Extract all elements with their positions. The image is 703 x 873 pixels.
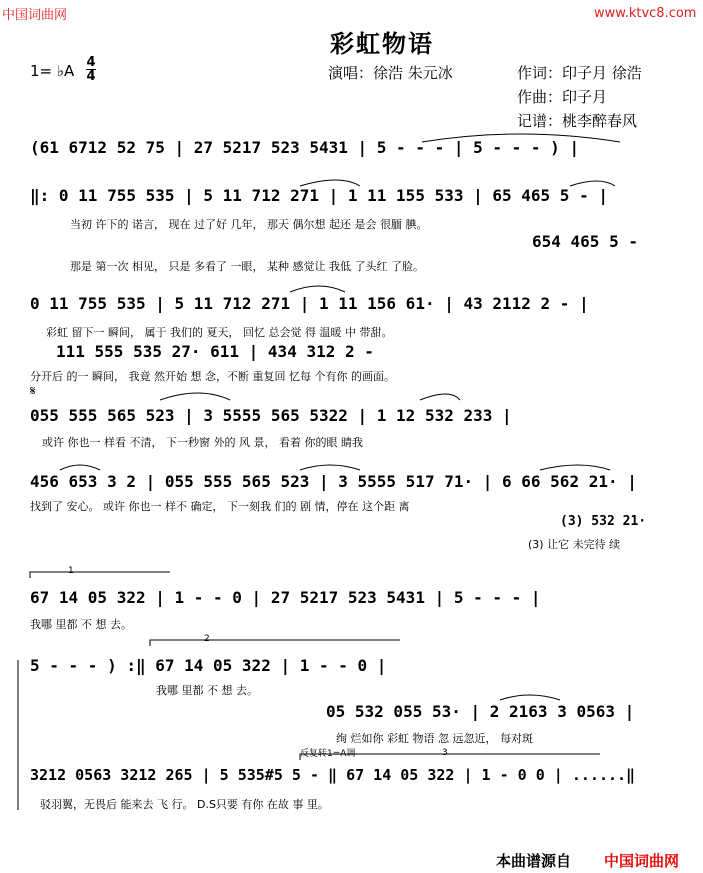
lyrics-row-3: 彩虹 留下一 瞬间， 属于 我们的 夏天， 回忆 总会觉 得 温暖 中 带甜。: [46, 326, 393, 339]
footer-source-site: 中国词曲网: [604, 852, 680, 870]
score-row-1: (61 6712 52 75 | 27 5217 523 5431 | 5 - - - | 5 - - - ) |: [30, 138, 580, 157]
footer-source-label: 本曲谱源自: [496, 852, 572, 870]
volta-1: 1: [68, 566, 74, 576]
lyrics-row-5: 找到了 安心。 或许 你也一 样不 确定， 下一刻我 们的 剧 情，停在 这个距 离: [30, 500, 410, 513]
score-row-7: 5 - - - ) :‖ 67 14 05 322 | 1 - - 0 |: [30, 656, 387, 675]
lyrics-row-7: 我哪 里都 不 想 去。: [156, 684, 258, 697]
watermark-left: 中国词曲网: [2, 8, 68, 23]
slur: [160, 393, 230, 400]
score-row-3b: 111 555 535 27· 611 | 434 312 2 -: [56, 342, 374, 361]
score-row-5b: (3) 532 21·: [560, 514, 647, 529]
composer: 作曲：印子月: [517, 88, 608, 106]
lyrics-row-4: 或许 你也一 样看 不清， 下一秒窗 外的 风 景， 看着 你的眼 睛我: [42, 436, 363, 449]
lyrics-row-6: 我哪 里都 不 想 去。: [30, 618, 132, 631]
score-row-9: 3212 0563 3212 265 | 5 535#5 5 - ‖ 67 14 05 322 | 1 - 0 0 | ......‖: [30, 766, 636, 784]
score-row-3: 0 11 755 535 | 5 11 712 271 | 1 11 156 61· | 43 2112 2 - |: [30, 294, 589, 313]
score-row-6: 67 14 05 322 | 1 - - 0 | 27 5217 523 5431 | 5 - - - |: [30, 588, 541, 607]
slur: [300, 465, 360, 470]
key-signature: 1= ♭A: [30, 62, 75, 80]
score-row-8: 05 532 055 53· | 2 2163 3 0563 |: [326, 702, 635, 721]
segno-icon: 𝄋: [30, 384, 36, 399]
slur: [290, 286, 345, 292]
lyrics-row-8: 绚 烂如你 彩虹 物语 忽 远忽近， 每对斑: [336, 732, 533, 745]
slur: [420, 394, 460, 400]
lyrics-row-5b: (3) 让它 未完待 续: [528, 538, 621, 551]
watermark-right: www.ktvc8.com: [594, 6, 697, 21]
slur: [60, 465, 100, 470]
modulation-note: 反复转1=A调: [300, 749, 356, 759]
song-title: 彩虹物语: [330, 29, 434, 58]
time-signature-bottom: 4: [86, 69, 96, 84]
volta-2-line: [150, 640, 400, 646]
volta-2: 2: [204, 634, 210, 644]
lyrics-row-3b: 分开后 的一 瞬间， 我竟 然开始 想 念，不断 重复回 忆每 个有你 的画面。: [30, 370, 395, 383]
lyricist: 作词：印子月 徐浩: [517, 64, 642, 82]
transcriber: 记谱：桃李醉春风: [517, 112, 638, 130]
volta-3: 3: [442, 748, 448, 758]
lyrics-row-9: 驳羽翼，无畏后 能来去 飞 行。 D.S只要 有你 在故 事 里。: [40, 798, 329, 811]
slur: [540, 465, 610, 470]
time-signature-top: 4: [86, 55, 96, 70]
singers: 演唱：徐浩 朱元冰: [328, 64, 453, 82]
volta-1-line: [30, 572, 170, 578]
score-row-2: ‖: 0 11 755 535 | 5 11 712 271 | 1 11 155 533 | 65 465 5 - |: [30, 186, 608, 205]
lyrics-row-2: 当初 许下的 诺言， 现在 过了好 几年， 那天 偶尔想 起还 是会 很腼 腆。: [70, 218, 428, 231]
lyrics-row-2b: 那是 第一次 相见， 只是 多看了 一眼， 某种 感觉让 我低 了头红 了脸。: [70, 260, 424, 273]
score-row-4: 055 555 565 523 | 3 5555 565 5322 | 1 12 532 233 |: [30, 406, 512, 425]
score-row-5: 456 653 3 2 | 055 555 565 523 | 3 5555 517 71· | 6 66 562 21· |: [30, 472, 637, 491]
slur: [500, 695, 560, 700]
score-row-2b: 654 465 5 -: [532, 232, 638, 251]
